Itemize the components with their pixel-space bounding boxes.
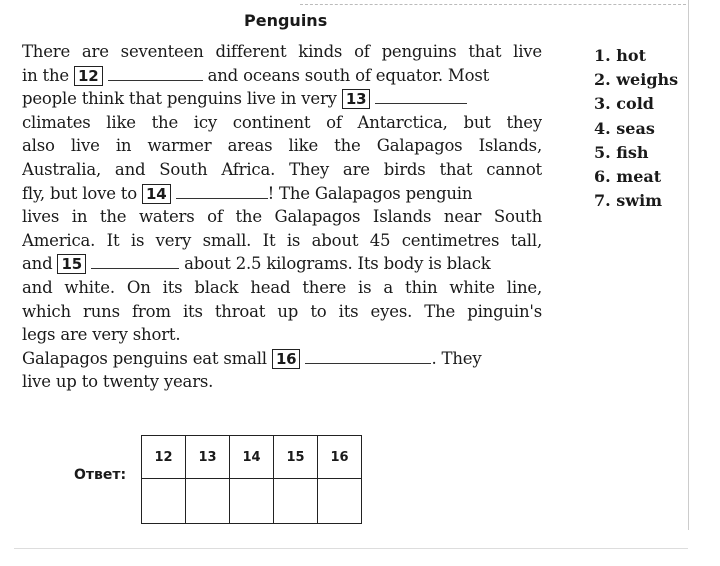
option-item: 2. weighs (594, 70, 679, 90)
answer-blank-15[interactable] (91, 254, 179, 269)
answer-cell-14[interactable] (230, 479, 274, 524)
passage-line: America. It is very small. It is about 45 centimetres tall, (22, 230, 542, 250)
answer-cell-12[interactable] (142, 479, 186, 524)
option-item: 4. seas (594, 118, 655, 138)
top-border (300, 4, 686, 5)
passage-line: lives in the waters of the Galapagos Islands near South (22, 207, 542, 227)
passage-line: which runs from its throat up to its eyes. The pinguin's (22, 301, 542, 321)
passage-line: climates like the icy continent of Antarctica, but they (22, 112, 542, 132)
answer-blank-12[interactable] (108, 66, 203, 81)
answer-column-header: 13 (186, 436, 230, 479)
page-title: Penguins (244, 11, 328, 30)
answer-blank-14[interactable] (176, 184, 268, 199)
gap-number-16: 16 (272, 349, 300, 369)
gap-number-14: 14 (142, 184, 170, 204)
option-item: 7. swim (594, 191, 663, 211)
answer-blank-16[interactable] (305, 349, 431, 364)
answer-column-header: 15 (274, 436, 318, 479)
gap-number-12: 12 (74, 66, 102, 86)
answer-table-inputs (142, 479, 362, 524)
answer-column-header: 16 (318, 436, 362, 479)
passage-line: people think that penguins live in very 13 (22, 87, 542, 111)
passage-line: Australia, and South Africa. They are birds that cannot (22, 159, 542, 179)
word-options-list (594, 44, 678, 213)
answer-table (141, 435, 362, 524)
option-item: 3. cold (594, 94, 654, 114)
answer-column-header: 12 (142, 436, 186, 479)
passage-line: also live in warmer areas like the Galapagos Islands, (22, 136, 542, 156)
passage-line: in the 12 and oceans south of equator. Most (22, 65, 490, 85)
passage-line: live up to twenty years. (22, 372, 214, 392)
right-border (688, 0, 689, 530)
answer-cell-15[interactable] (274, 479, 318, 524)
passage-line: Galapagos penguins eat small 16 . They (22, 348, 482, 368)
option-item: 5. fish (594, 142, 649, 162)
passage-line: fly, but love to 14 ! The Galapagos penguin (22, 183, 473, 203)
bottom-border (14, 548, 688, 549)
answer-blank-13[interactable] (375, 89, 467, 104)
passage-line: and white. On its black head there is a thin white line, (22, 277, 542, 297)
answer-table-header (142, 436, 362, 479)
passage-line: There are seventeen different kinds of penguins that live (22, 42, 542, 61)
option-item: 1. hot (594, 46, 646, 65)
reading-passage (22, 40, 542, 394)
answer-cell-13[interactable] (186, 479, 230, 524)
gap-number-13: 13 (342, 89, 370, 109)
gap-number-15: 15 (57, 254, 85, 274)
option-item: 6. meat (594, 167, 662, 187)
passage-line: legs are very short. (22, 325, 181, 345)
answer-label: Ответ: (74, 467, 127, 483)
answer-column-header: 14 (230, 436, 274, 479)
passage-line: and 15 about 2.5 kilograms. Its body is black (22, 254, 491, 274)
answer-cell-16[interactable] (318, 479, 362, 524)
